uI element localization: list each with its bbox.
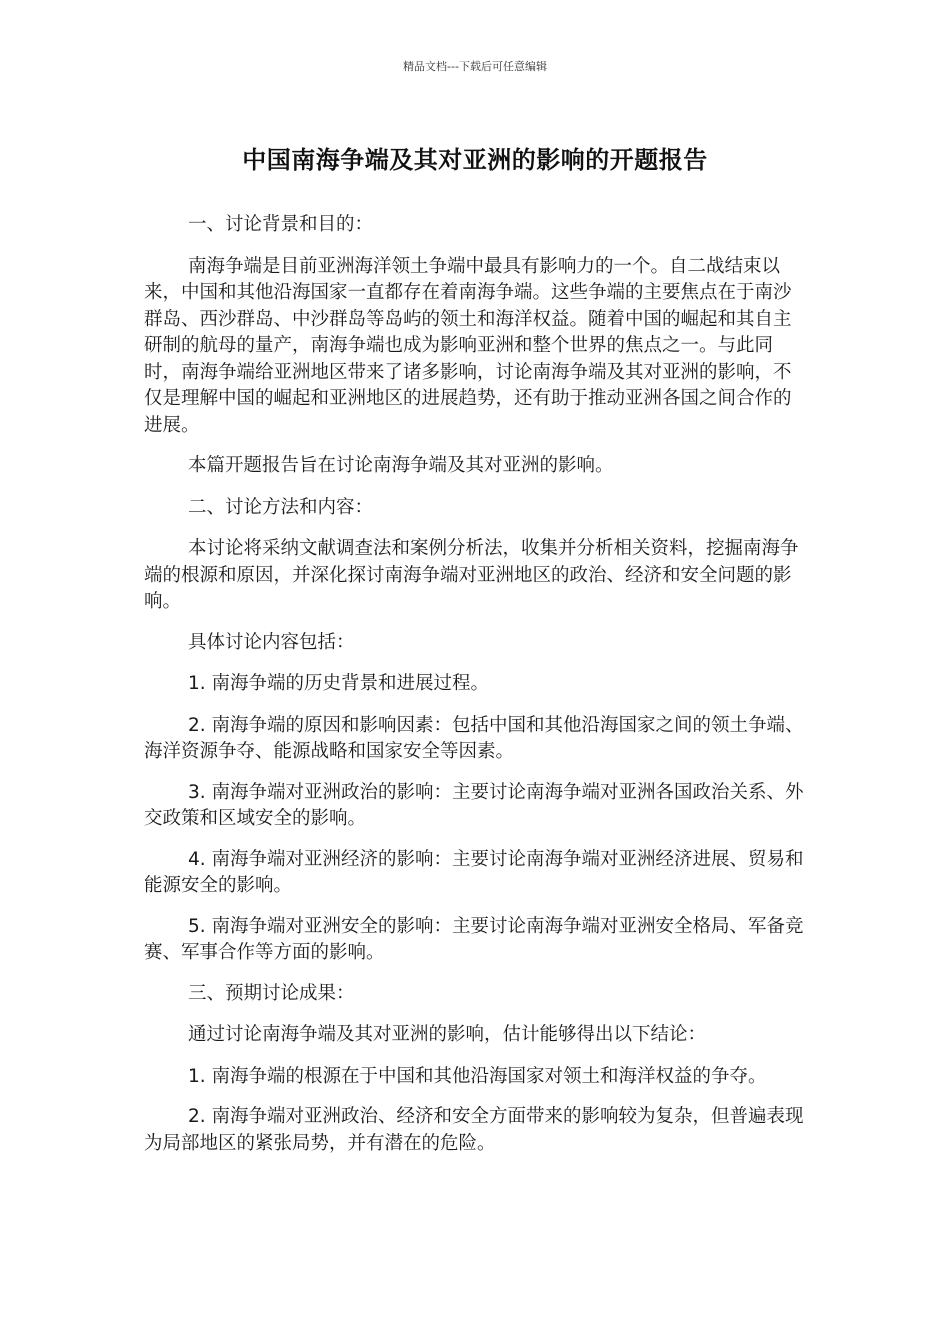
paragraph-background: 南海争端是目前亚洲海洋领土争端中最具有影响力的一个。自二战结束以来，中国和其他沿海国家一直都存在着南海争端。这些争端的主要焦点在于南沙群岛、西沙群岛、中沙群岛等岛屿的领土和海洋权益。随着中国的崛起和其自主研制的航母的量产，南海争端也成为影响亚洲和整个世界的焦点之一。与此同时，南海争端给亚洲地区带来了诸多影响，讨论南海争端及其对亚洲的影响，不仅是理解中国的崛起和亚洲地区的进展趋势，还有助于推动亚洲各国之间合作的进展。 xyxy=(144,255,792,436)
page-header: 精品文档---下载后可任意编辑 xyxy=(403,60,547,73)
paragraph-content-intro: 具体讨论内容包括： xyxy=(188,631,355,653)
document-body xyxy=(144,212,808,1171)
section-heading-results: 三、预期讨论成果： xyxy=(188,982,355,1004)
section-heading-methods: 二、讨论方法和内容： xyxy=(188,496,374,518)
list-item-content-5: 5. 南海争端对亚洲安全的影响：主要讨论南海争端对亚洲安全格局、军备竞赛、军事合作等方面的影响。 xyxy=(144,915,804,963)
paragraph-purpose: 本篇开题报告旨在讨论南海争端及其对亚洲的影响。 xyxy=(188,455,614,476)
list-item-result-2: 2. 南海争端对亚洲政治、经济和安全方面带来的影响较为复杂，但普遍表现为局部地区的紧张局势，并有潜在的危险。 xyxy=(144,1106,804,1154)
document-title: 中国南海争端及其对亚洲的影响的开题报告 xyxy=(242,146,708,174)
paragraph-results-intro: 通过讨论南海争端及其对亚洲的影响，估计能够得出以下结论： xyxy=(188,1024,707,1045)
list-item-content-1: 1. 南海争端的历史背景和进展过程。 xyxy=(188,673,490,694)
list-item-content-4: 4. 南海争端对亚洲经济的影响：主要讨论南海争端对亚洲经济进展、贸易和能源安全的影响。 xyxy=(144,848,804,896)
section-heading-background: 一、讨论背景和目的： xyxy=(188,214,374,235)
list-item-content-2: 2. 南海争端的原因和影响因素：包括中国和其他沿海国家之间的领土争端、海洋资源争夺、能源战略和国家安全等因素。 xyxy=(144,714,804,762)
list-item-result-1: 1. 南海争端的根源在于中国和其他沿海国家对领土和海洋权益的争夺。 xyxy=(188,1065,767,1087)
paragraph-methods: 本讨论将采纳文献调查法和案例分析法，收集并分析相关资料，挖掘南海争端的根源和原因，并深化探讨南海争端对亚洲地区的政治、经济和安全问题的影响。 xyxy=(144,538,799,612)
list-item-content-3: 3. 南海争端对亚洲政治的影响：主要讨论南海争端对亚洲各国政治关系、外交政策和区域安全的影响。 xyxy=(144,781,804,829)
